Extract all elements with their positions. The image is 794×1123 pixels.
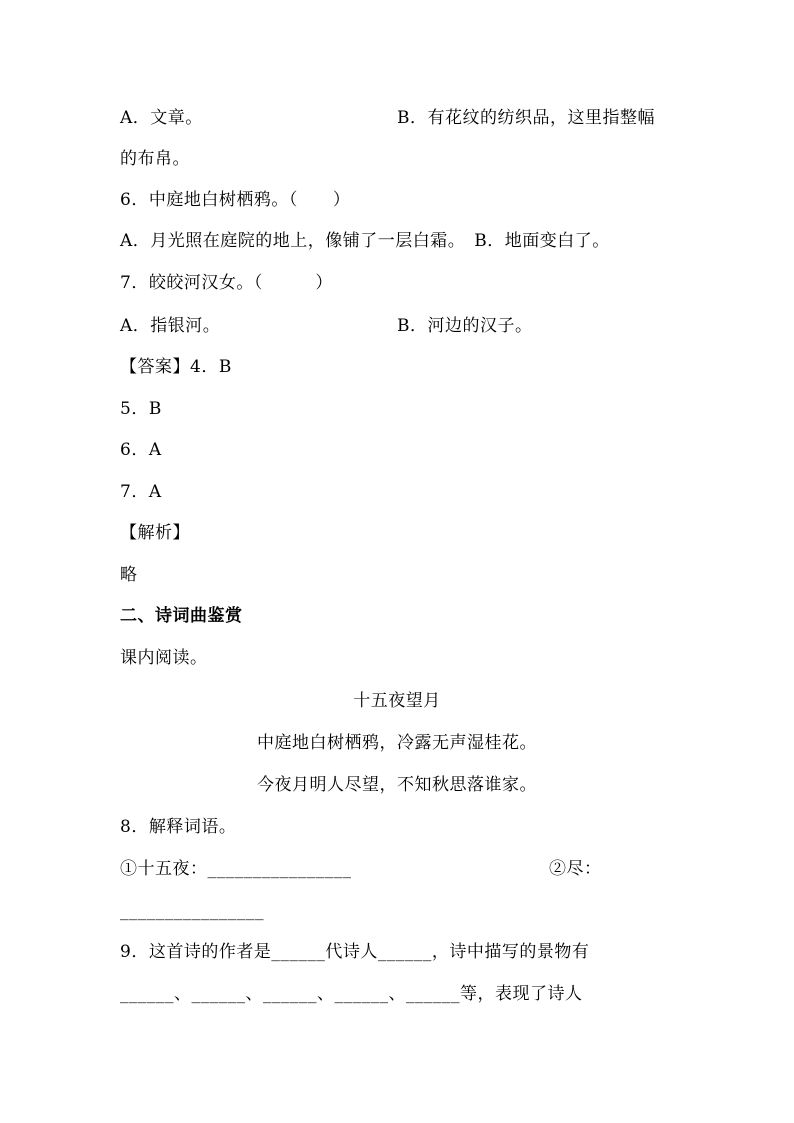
poem-line-1: 中庭地白树栖鸦，冷露无声湿桂花。 (257, 733, 537, 753)
section-heading: 二、诗词曲鉴赏 (120, 606, 243, 626)
q9-line-2: ______、______、______、______、______等，表现了诗人 (120, 984, 583, 1004)
poem-line-2: 今夜月明人尽望，不知秋思落谁家。 (257, 775, 537, 795)
q5-option-b: B．有花纹的纺织品，这里指整幅 (397, 108, 655, 128)
q7-option-b: B．河边的汉子。 (397, 316, 533, 336)
q8-item-1: ①十五夜：________________ (120, 859, 352, 879)
q8-item-2-blank: ________________ (120, 901, 264, 921)
answer-line-2: 5．B (120, 399, 162, 419)
analysis-text: 略 (120, 565, 138, 585)
q9-line-1: 9．这首诗的作者是______代诗人______，诗中描写的景物有 (120, 942, 590, 962)
q5-option-a: A．文章。 (120, 108, 203, 128)
q8-stem: 8．解释词语。 (120, 817, 237, 837)
section-intro: 课内阅读。 (120, 648, 208, 668)
q7-stem: 7．皎皎河汉女。（ ） (120, 273, 333, 293)
answer-line-1: 【答案】4．B (120, 357, 232, 377)
answer-line-3: 6．A (120, 440, 162, 460)
q7-option-a: A．指银河。 (120, 316, 221, 336)
q6-options: A．月光照在庭院的地上，像铺了一层白霜。 B．地面变白了。 (120, 231, 610, 251)
q8-item-2: ②尽： (549, 859, 602, 879)
analysis-label: 【解析】 (120, 523, 190, 543)
answer-line-4: 7．A (120, 482, 162, 502)
poem-title: 十五夜望月 (353, 691, 441, 711)
q6-stem: 6．中庭地白树栖鸦。（ ） (120, 190, 351, 210)
q5-option-b-continued: 的布帛。 (120, 149, 190, 169)
